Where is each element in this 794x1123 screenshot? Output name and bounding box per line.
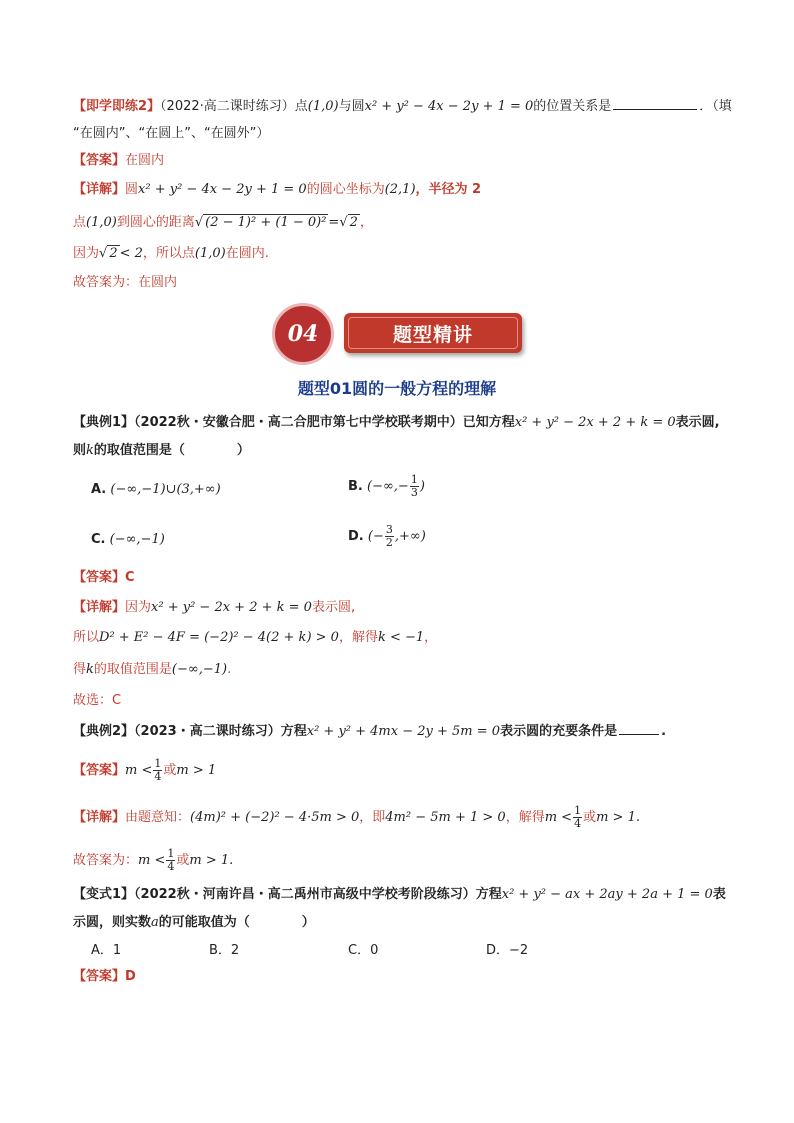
variant1-option-d[interactable]: D．−2 (486, 943, 529, 958)
example1-line2-c: ） (236, 443, 250, 458)
example1-source: （2022秋・安徽合肥・高二合肥市第七中学校联考期中） (134, 415, 463, 430)
example1-detail3-range: (−∞,−1) (171, 662, 228, 677)
example1-answer-text: C (125, 570, 135, 585)
example2-detail-post: m > 1. (596, 810, 640, 825)
practice2-stem-a: 点 (294, 99, 308, 114)
example1-detail2-res: k < −1 (377, 630, 425, 645)
detail2-c: ， (359, 215, 373, 230)
example2-stem-c: . (661, 724, 667, 739)
practice2-question (73, 97, 732, 116)
variant1-answer-tag: 【答案】 (73, 969, 126, 984)
example2-detail-fraction (573, 805, 582, 830)
example1-detail-2 (73, 629, 437, 647)
detail2-point: (1,0) (86, 215, 117, 230)
variant1-answer-text: D (125, 969, 136, 984)
example2-stem-a: 方程 (280, 724, 307, 739)
sqrt-two-radicand: 2 (109, 246, 118, 261)
practice2-detail-2 (73, 214, 373, 232)
example2-detail-a: 由题意知： (125, 810, 191, 825)
example2-blank (619, 722, 659, 735)
example1-detail3-a: 得 (73, 662, 87, 677)
example2-question (73, 722, 666, 741)
detail3-c: 在圆内. (225, 246, 269, 261)
example2-detail-tag: 【详解】 (73, 810, 126, 825)
variant1-line2-a: 示圆，则实数 (73, 915, 152, 930)
sqrt-result: √ 2 (339, 215, 358, 230)
example1-eq: x² + y² − 2x + 2 + k = 0 (514, 415, 676, 430)
practice2-answer (73, 152, 164, 170)
example2-detail-pre: m < (544, 810, 573, 825)
detail2-eq: = (328, 215, 340, 230)
option-d-den: 2 (385, 536, 393, 549)
detail1-center: (2,1) (384, 182, 416, 197)
detail3-ineq: < 2 (119, 246, 143, 261)
example1-stem-b: 表示圆, (675, 415, 720, 430)
option-b-num: 1 (410, 473, 418, 486)
variant1-source: （2022秋・河南许昌・高二禹州市高级中学校考阶段练习） (134, 887, 476, 902)
sqrt-expression: √ (2 − 1)² + (1 − 0)² (194, 215, 327, 230)
variant1-question-line2 (73, 914, 315, 932)
detail-tag: 【详解】 (73, 182, 126, 197)
variant1-var-a: a (151, 915, 159, 930)
example1-detail2-c: ， (424, 630, 438, 645)
example2-final-pre: m < (138, 853, 166, 868)
detail2-b: 到圆心的距离 (116, 215, 195, 230)
example2-final-num: 1 (167, 847, 175, 860)
example1-final: 故选：C (73, 693, 122, 708)
example1-detail1-a: 因为 (125, 600, 152, 615)
example1-line2-a: 则 (73, 443, 87, 458)
option-a-label: A. (91, 482, 107, 497)
practice2-stem-d: ．（填 (699, 99, 732, 114)
detail1-c: ，半径为 2 (415, 182, 482, 197)
example2-detail-den: 4 (574, 817, 582, 830)
option-d-fraction (385, 524, 394, 549)
option-b-fraction (410, 474, 419, 499)
practice2-circle-eq: x² + y² − 4x − 2y + 1 = 0 (364, 99, 534, 114)
answer-blank (613, 97, 697, 110)
banner-label: 题型精讲 (392, 323, 473, 346)
example1-detail1-b: 表示圆, (311, 600, 356, 615)
variant1-tag: 【变式1】 (73, 887, 135, 902)
example2-detail-mid: 或 (583, 810, 597, 825)
example1-detail2-eq: D² + E² − 4F = (−2)² − 4(2 + k) > 0 (99, 630, 339, 645)
answer-tag: 【答案】 (73, 153, 126, 168)
option-c-value: (−∞,−1) (109, 532, 165, 547)
banner-number: 04 (287, 321, 319, 347)
example2-final-mid: 或 (176, 853, 190, 868)
example1-answer (73, 569, 135, 587)
variant1-eq: x² + y² − ax + 2ay + 2a + 1 = 0 (501, 887, 713, 902)
variant1-line2-c: ） (301, 915, 315, 930)
example2-detail-c: ，解得 (505, 810, 545, 825)
option-b-post: ) (419, 479, 425, 494)
example1-var-k: k (86, 443, 94, 458)
example1-tag: 【典例1】 (73, 415, 135, 430)
answer-text: 在圆内 (125, 153, 165, 168)
practice2-tag: 【即学即练2】 (73, 99, 161, 114)
example2-answer (73, 758, 216, 783)
variant1-option-b[interactable]: B．2 (209, 943, 240, 958)
variant1-stem-a: 方程 (475, 887, 502, 902)
example2-ans-post: m > 1 (176, 763, 217, 778)
practice2-stem-c: 的位置关系是 (533, 99, 612, 114)
example1-detail2-a: 所以 (73, 630, 100, 645)
example2-detail-num: 1 (574, 804, 582, 817)
example2-final-den: 4 (167, 860, 175, 873)
sqrt-result-radicand: 2 (349, 215, 358, 230)
variant1-option-a[interactable]: A．1 (91, 943, 122, 958)
example1-question (73, 414, 720, 432)
example1-line2-b: 的取值范围是（ (93, 443, 185, 458)
option-b-label: B. (348, 479, 363, 494)
example2-final-a: 故答案为： (73, 853, 139, 868)
example1-detail3-c: . (227, 662, 232, 677)
example2-detail-b: ，即 (359, 810, 386, 825)
practice2-final: 故答案为：在圆内 (73, 275, 178, 290)
example2-tag: 【典例2】 (73, 724, 135, 739)
example2-answer-tag: 【答案】 (73, 763, 126, 778)
example1-option-b[interactable] (348, 474, 425, 499)
sqrt-two: √ 2 (99, 246, 118, 261)
example2-detail (73, 805, 640, 830)
practice2-point: (1,0) (307, 99, 339, 114)
example2-eq: x² + y² + 4mx − 2y + 5m = 0 (306, 724, 501, 739)
practice2-stem-b: 与圆 (338, 99, 365, 114)
example1-detail1-eq: x² + y² − 2x + 2 + k = 0 (151, 600, 312, 615)
example1-answer-tag: 【答案】 (73, 570, 126, 585)
variant1-option-c[interactable]: C．0 (348, 943, 379, 958)
practice2-source: （2022·高二课时练习） (160, 99, 295, 114)
example1-detail-3 (73, 661, 231, 679)
example2-ans-pre: m < (125, 763, 153, 778)
example2-detail-eq: (4m)² + (−2)² − 4·5m > 0 (190, 810, 360, 825)
variant1-line2-b: 的可能取值为（ (158, 915, 250, 930)
option-b-pre: (−∞,− (367, 479, 409, 494)
option-d-pre: (− (367, 529, 384, 544)
example1-detail3-b: 的取值范围是 (93, 662, 172, 677)
banner-number-badge (272, 303, 334, 365)
example2-ans-mid: 或 (163, 763, 177, 778)
variant1-question (73, 886, 726, 904)
example1-question-line2 (73, 442, 250, 460)
variant1-answer (73, 968, 136, 986)
example2-final (73, 848, 233, 873)
practice2-question-line2: “在圆内”、“在圆上”、“在圆外”） (73, 126, 270, 141)
option-d-post: ,+∞) (394, 529, 426, 544)
sqrt-radicand: (2 − 1)² + (1 − 0)² (205, 215, 327, 230)
option-d-num: 3 (385, 523, 393, 536)
example2-final-fraction (166, 848, 175, 873)
example1-detail3-var: k (86, 662, 94, 677)
example1-stem-a: 已知方程 (462, 415, 515, 430)
detail3-a: 因为 (73, 246, 100, 261)
example2-detail-eq2: 4m² − 5m + 1 > 0 (385, 810, 506, 825)
option-b-den: 3 (410, 486, 418, 499)
example1-detail-tag: 【详解】 (73, 600, 126, 615)
example2-final-post: m > 1. (189, 853, 234, 868)
example1-detail2-b: ，解得 (338, 630, 378, 645)
banner-ribbon (344, 313, 522, 353)
detail3-point: (1,0) (194, 246, 226, 261)
example2-ans-num: 1 (154, 757, 162, 770)
example2-ans-den: 4 (154, 770, 162, 783)
practice2-detail-1 (73, 181, 481, 199)
example1-option-c[interactable] (91, 531, 165, 549)
detail3-b: ，所以点 (142, 246, 195, 261)
practice2-detail-3 (73, 245, 269, 263)
section-title: 题型01圆的一般方程的理解 (297, 379, 497, 398)
option-a-value: (−∞,−1)∪(3,+∞) (110, 482, 221, 497)
detail1-a: 圆 (125, 182, 139, 197)
option-c-label: C. (91, 532, 106, 547)
section-banner (272, 303, 524, 365)
example1-option-d[interactable] (348, 524, 426, 549)
example2-ans-fraction (153, 758, 162, 783)
example1-detail-1 (73, 599, 355, 617)
option-d-label: D. (348, 529, 364, 544)
example2-stem-b: 表示圆的充要条件是 (500, 724, 618, 739)
detail2-a: 点 (73, 215, 87, 230)
variant1-stem-b: 表 (712, 887, 726, 902)
example1-option-a[interactable] (91, 481, 221, 499)
detail1-b: 的圆心坐标为 (306, 182, 385, 197)
example2-source: （2023・高二课时练习） (134, 724, 281, 739)
detail1-eq: x² + y² − 4x − 2y + 1 = 0 (138, 182, 307, 197)
